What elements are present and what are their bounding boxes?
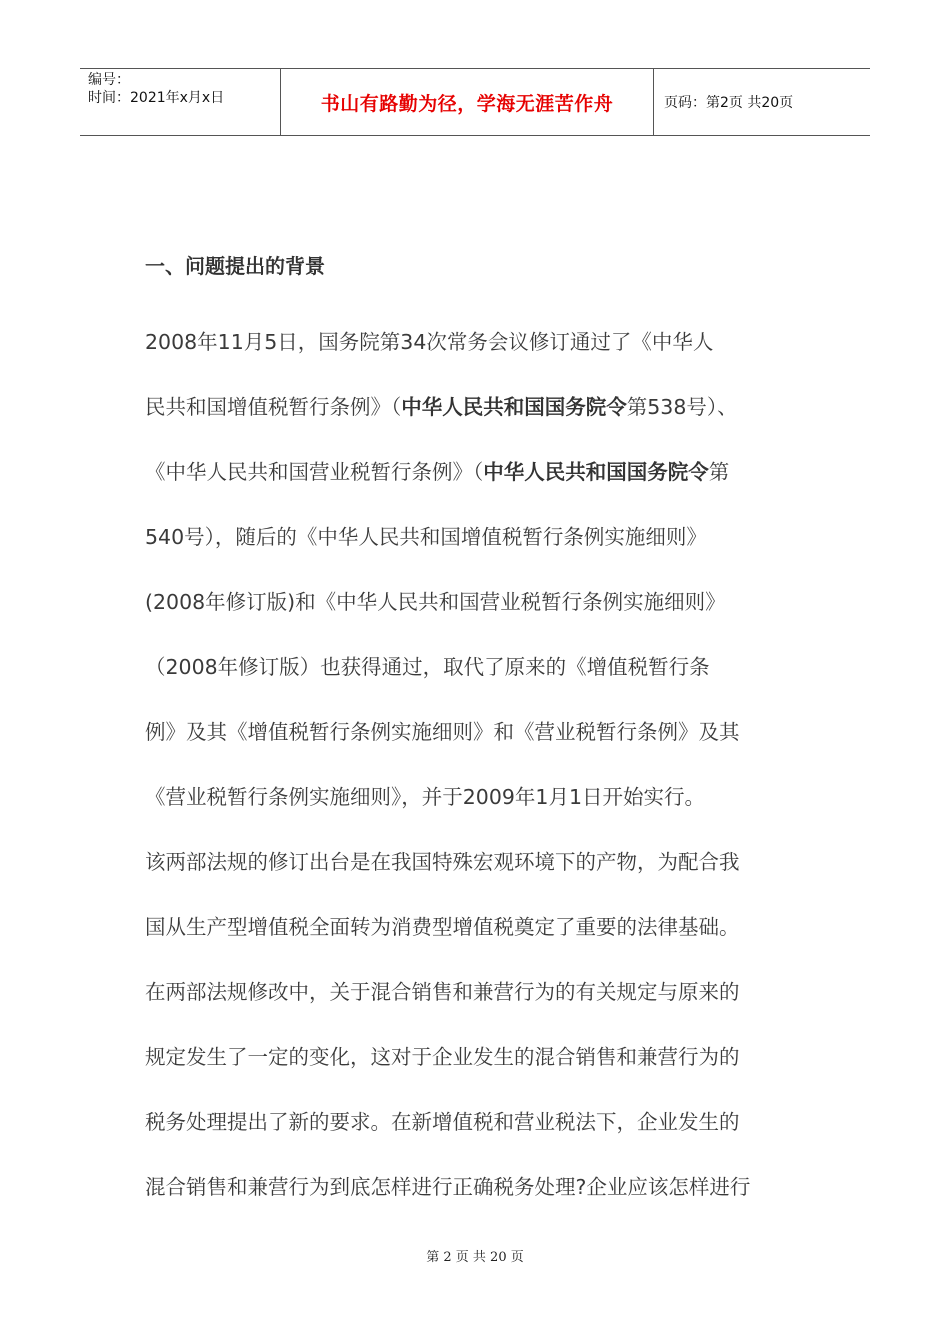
text-span: 民共和国增值税暂行条例》（ xyxy=(145,395,402,419)
text-line: 混合销售和兼营行为到底怎样进行正确税务处理?企业应该怎样进行 xyxy=(145,1175,751,1199)
header-motto: 书山有路勤为径，学海无涯苦作舟 xyxy=(281,69,654,135)
text-line: 国从生产型增值税全面转为消费型增值税奠定了重要的法律基础。 xyxy=(145,915,740,939)
header-meta-cell xyxy=(80,69,281,135)
document-header xyxy=(80,68,870,136)
text-line: （2008年修订版）也获得通过，取代了原来的《增值税暂行条 xyxy=(145,655,710,679)
text-line: 《营业税暂行条例实施细则》，并于2009年1月1日开始实行。 xyxy=(145,785,706,809)
text-span: 第 xyxy=(708,460,730,484)
text-line: 2008年11月5日，国务院第34次常务会议修订通过了《中华人 xyxy=(145,330,714,354)
text-line xyxy=(145,385,815,450)
text-span: 第538号）、 xyxy=(626,395,738,419)
header-page-info: 页码：第2页 共20页 xyxy=(664,95,794,111)
text-line: 在两部法规修改中，关于混合销售和兼营行为的有关规定与原来的 xyxy=(145,980,740,1004)
section-title: 一、问题提出的背景 xyxy=(145,254,325,278)
text-line: 税务处理提出了新的要求。在新增值税和营业税法下，企业发生的 xyxy=(145,1110,740,1134)
page-footer: 第 2 页 共 20 页 xyxy=(426,1250,524,1265)
text-line: 540号），随后的《中华人民共和国增值税暂行条例实施细则》 xyxy=(145,525,707,549)
body-paragraph xyxy=(145,320,815,1230)
number-label: 编号： xyxy=(88,72,130,88)
bold-text: 中华人民共和国国务院令 xyxy=(401,395,627,419)
text-line: 该两部法规的修订出台是在我国特殊宏观环境下的产物，为配合我 xyxy=(145,850,740,874)
text-span: 《中华人民共和国营业税暂行条例》（ xyxy=(145,460,484,484)
text-line xyxy=(145,450,815,515)
bold-text: 中华人民共和国国务院令 xyxy=(483,460,709,484)
text-line: (2008年修订版)和《中华人民共和国营业税暂行条例实施细则》 xyxy=(145,590,726,614)
text-line: 规定发生了一定的变化，这对于企业发生的混合销售和兼营行为的 xyxy=(145,1045,740,1069)
text-line: 例》及其《增值税暂行条例实施细则》和《营业税暂行条例》及其 xyxy=(145,720,740,744)
date-label: 时间：2021年x月x日 xyxy=(88,90,225,106)
